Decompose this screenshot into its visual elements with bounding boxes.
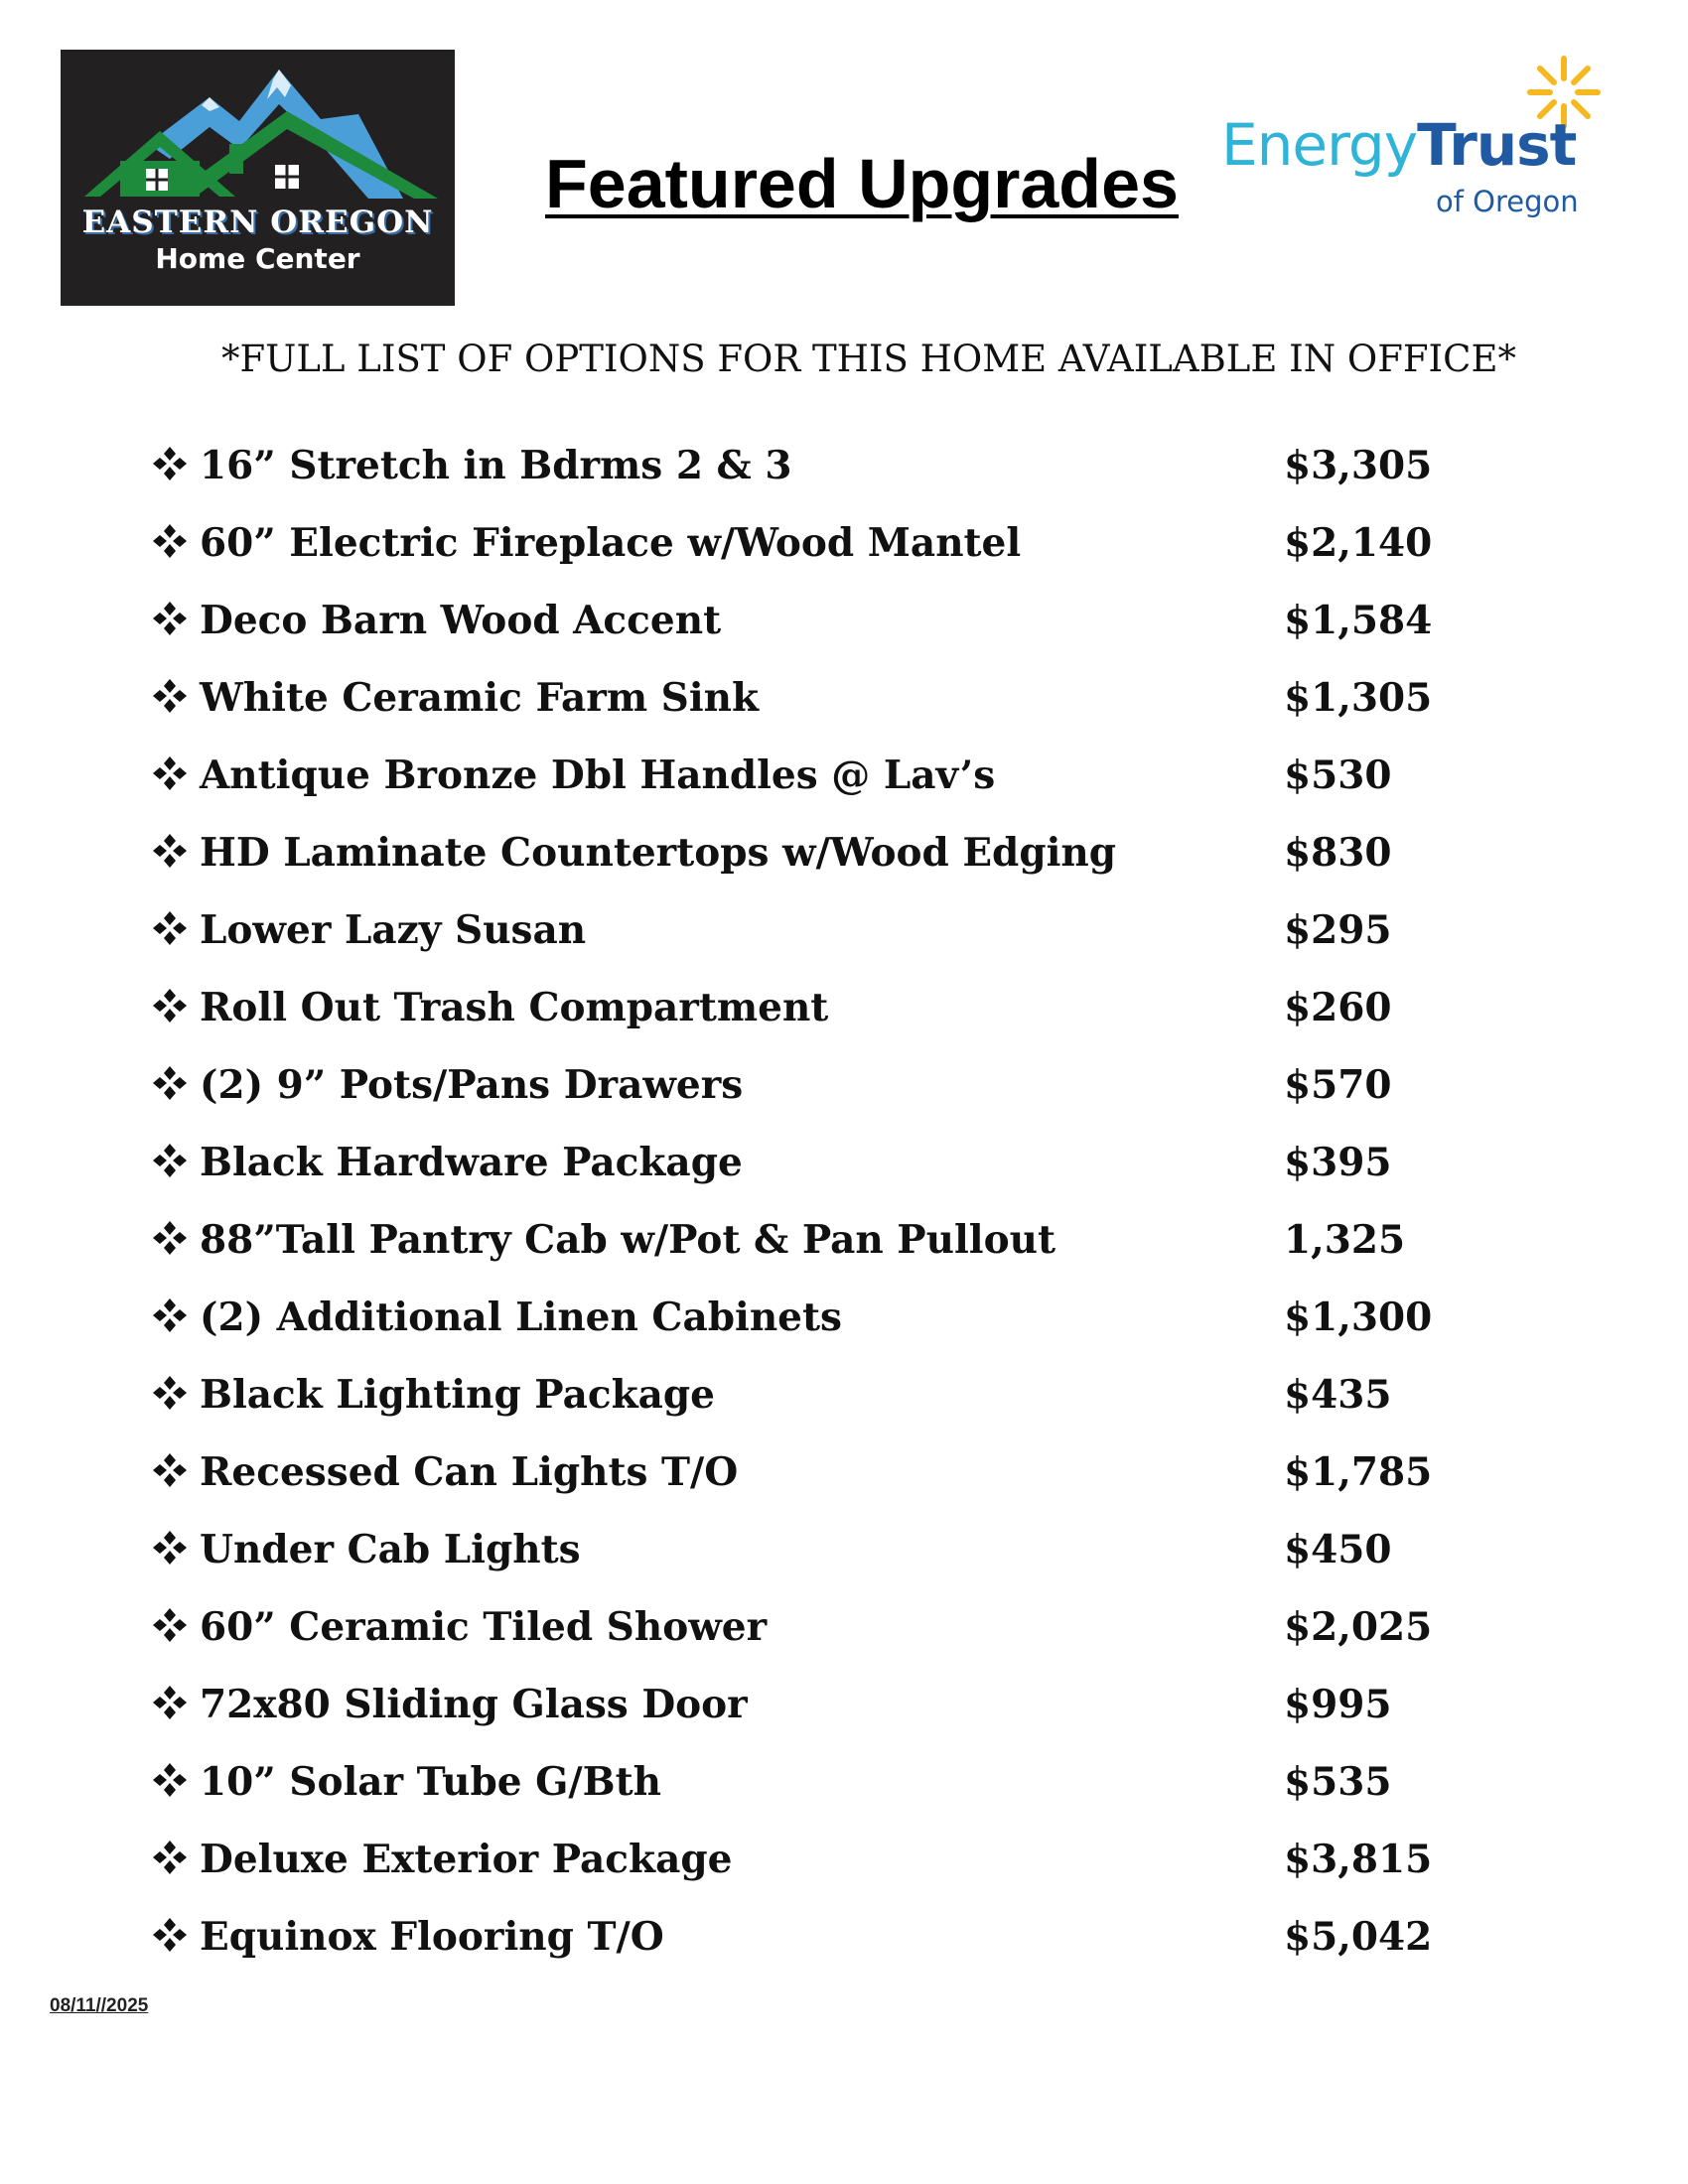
four-diamond-bullet-icon bbox=[152, 1452, 188, 1488]
four-diamond-bullet-icon bbox=[152, 988, 188, 1024]
energy-trust-subtitle: of Oregon bbox=[1436, 185, 1579, 218]
four-diamond-bullet-icon bbox=[152, 446, 188, 481]
upgrade-item bbox=[152, 984, 1492, 1061]
upgrade-label: HD Laminate Countertops w/Wood Edging bbox=[200, 830, 1117, 876]
upgrade-label: 10” Solar Tube G/Bth bbox=[200, 1759, 662, 1805]
upgrade-price: $995 bbox=[1284, 1682, 1392, 1727]
eastern-oregon-logo bbox=[61, 50, 455, 306]
upgrade-price: $295 bbox=[1284, 907, 1392, 953]
upgrade-item bbox=[152, 1061, 1492, 1139]
upgrade-price: $535 bbox=[1284, 1759, 1392, 1805]
upgrade-price: $435 bbox=[1284, 1372, 1392, 1418]
energy-trust-wordmark bbox=[1221, 111, 1576, 179]
upgrade-price: $3,305 bbox=[1284, 443, 1433, 488]
upgrade-item bbox=[152, 519, 1492, 597]
upgrade-price: $1,785 bbox=[1284, 1449, 1433, 1495]
four-diamond-bullet-icon bbox=[152, 1220, 188, 1256]
trust-word: Trust bbox=[1417, 111, 1577, 179]
upgrade-price: $1,300 bbox=[1284, 1295, 1433, 1340]
upgrade-label: 60” Electric Fireplace w/Wood Mantel bbox=[200, 520, 1022, 566]
four-diamond-bullet-icon bbox=[152, 1297, 188, 1333]
upgrade-item bbox=[152, 1758, 1492, 1836]
upgrade-price: $830 bbox=[1284, 830, 1392, 876]
upgrade-label: Black Lighting Package bbox=[200, 1372, 715, 1418]
upgrade-label: Deluxe Exterior Package bbox=[200, 1837, 733, 1882]
four-diamond-bullet-icon bbox=[152, 601, 188, 636]
upgrade-label: 88”Tall Pantry Cab w/Pot & Pan Pullout bbox=[200, 1217, 1055, 1263]
upgrade-item bbox=[152, 1526, 1492, 1603]
four-diamond-bullet-icon bbox=[152, 1065, 188, 1101]
upgrade-price: $2,140 bbox=[1284, 520, 1433, 566]
four-diamond-bullet-icon bbox=[152, 1607, 188, 1643]
upgrade-item bbox=[152, 1603, 1492, 1681]
four-diamond-bullet-icon bbox=[152, 1840, 188, 1875]
upgrade-label: Black Hardware Package bbox=[200, 1140, 743, 1185]
four-diamond-bullet-icon bbox=[152, 1375, 188, 1411]
upgrade-price: $1,584 bbox=[1284, 598, 1433, 643]
upgrade-label: (2) 9” Pots/Pans Drawers bbox=[200, 1062, 744, 1108]
upgrade-list bbox=[152, 442, 1492, 1992]
upgrade-item bbox=[152, 1913, 1492, 1992]
upgrade-price: $530 bbox=[1284, 752, 1392, 798]
upgrade-item bbox=[152, 442, 1492, 519]
four-diamond-bullet-icon bbox=[152, 910, 188, 946]
upgrade-price: $570 bbox=[1284, 1062, 1392, 1108]
four-diamond-bullet-icon bbox=[152, 1917, 188, 1953]
document-date: 08/11//2025 bbox=[50, 1995, 149, 2016]
four-diamond-bullet-icon bbox=[152, 1530, 188, 1566]
upgrade-item bbox=[152, 1139, 1492, 1216]
upgrade-label: Antique Bronze Dbl Handles @ Lav’s bbox=[200, 752, 996, 798]
four-diamond-bullet-icon bbox=[152, 1762, 188, 1798]
upgrade-label: White Ceramic Farm Sink bbox=[200, 675, 760, 721]
upgrade-price: 1,325 bbox=[1284, 1217, 1406, 1263]
upgrade-label: Deco Barn Wood Accent bbox=[200, 598, 722, 643]
upgrade-label: Under Cab Lights bbox=[200, 1527, 581, 1572]
upgrade-item bbox=[152, 829, 1492, 906]
upgrade-price: $3,815 bbox=[1284, 1837, 1433, 1882]
upgrade-label: (2) Additional Linen Cabinets bbox=[200, 1295, 842, 1340]
upgrade-label: 72x80 Sliding Glass Door bbox=[200, 1682, 748, 1727]
upgrade-price: $5,042 bbox=[1284, 1914, 1433, 1960]
four-diamond-bullet-icon bbox=[152, 523, 188, 559]
upgrade-label: Lower Lazy Susan bbox=[200, 907, 587, 953]
upgrade-item bbox=[152, 1681, 1492, 1758]
upgrade-label: Recessed Can Lights T/O bbox=[200, 1449, 739, 1495]
four-diamond-bullet-icon bbox=[152, 755, 188, 791]
four-diamond-bullet-icon bbox=[152, 1143, 188, 1178]
page-title: Featured Upgrades bbox=[545, 145, 1179, 222]
four-diamond-bullet-icon bbox=[152, 678, 188, 714]
upgrade-item bbox=[152, 751, 1492, 829]
upgrade-item bbox=[152, 1448, 1492, 1526]
upgrade-item bbox=[152, 1216, 1492, 1294]
upgrade-price: $1,305 bbox=[1284, 675, 1433, 721]
logo-brand-subtitle: Home Center bbox=[155, 242, 360, 275]
upgrade-item bbox=[152, 674, 1492, 751]
energy-trust-logo bbox=[1221, 50, 1599, 238]
energy-word: Energy bbox=[1221, 111, 1418, 179]
upgrade-label: 16” Stretch in Bdrms 2 & 3 bbox=[200, 443, 792, 488]
upgrade-price: $450 bbox=[1284, 1527, 1392, 1572]
logo-brand-name: EASTERN OREGON bbox=[81, 205, 434, 240]
upgrade-item bbox=[152, 906, 1492, 984]
four-diamond-bullet-icon bbox=[152, 1685, 188, 1720]
upgrade-label: Equinox Flooring T/O bbox=[200, 1914, 664, 1960]
upgrade-label: 60” Ceramic Tiled Shower bbox=[200, 1604, 768, 1650]
upgrade-item bbox=[152, 1294, 1492, 1371]
four-diamond-bullet-icon bbox=[152, 833, 188, 869]
upgrade-price: $395 bbox=[1284, 1140, 1392, 1185]
upgrade-item bbox=[152, 1371, 1492, 1448]
upgrade-price: $2,025 bbox=[1284, 1604, 1433, 1650]
upgrade-item bbox=[152, 1836, 1492, 1913]
upgrade-item bbox=[152, 597, 1492, 674]
upgrade-price: $260 bbox=[1284, 985, 1392, 1030]
options-notice: *FULL LIST OF OPTIONS FOR THIS HOME AVAILABLE IN OFFICE* bbox=[221, 338, 1516, 380]
upgrade-label: Roll Out Trash Compartment bbox=[200, 985, 829, 1030]
